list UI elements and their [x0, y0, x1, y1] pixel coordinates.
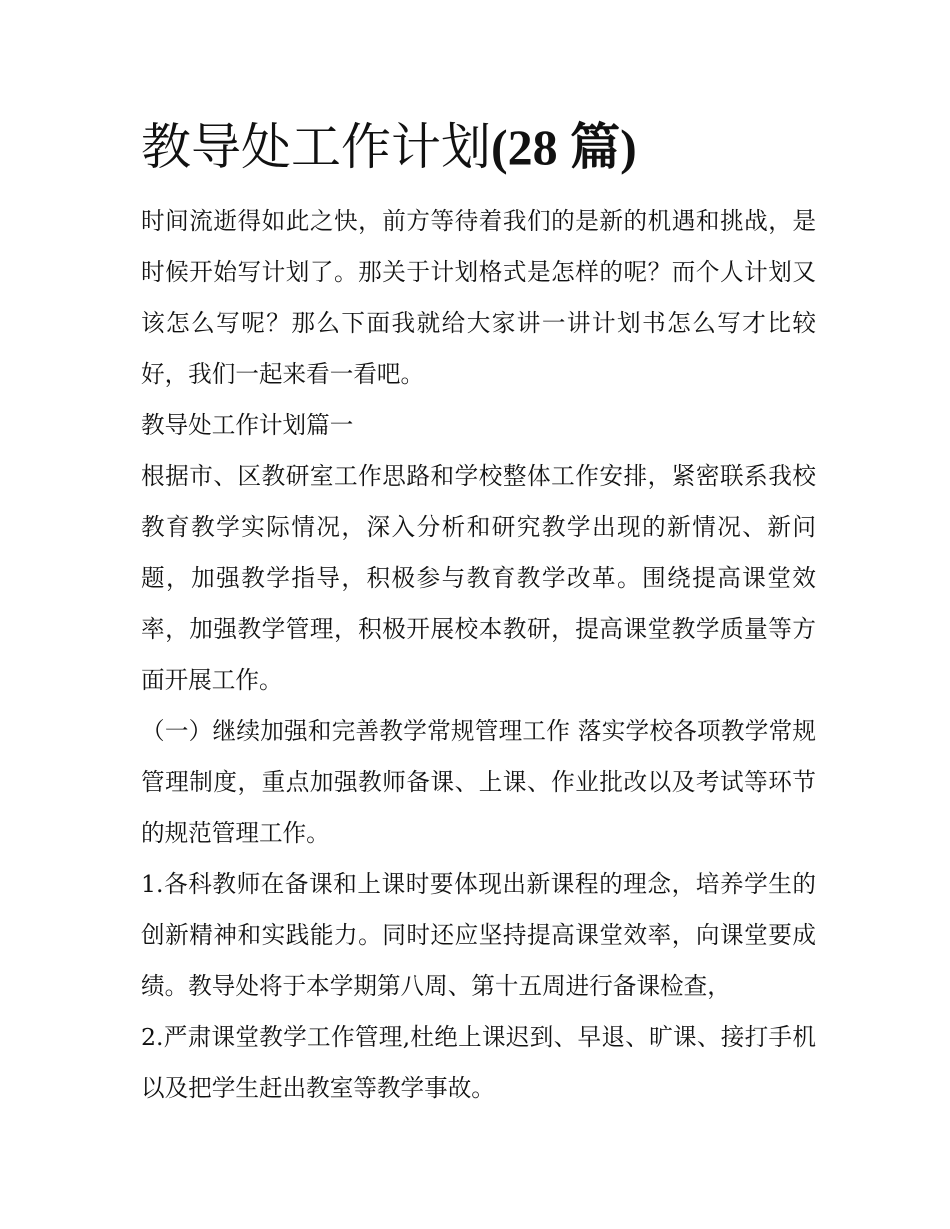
- document-title-count: (28 篇): [491, 119, 637, 175]
- section-heading: 教导处工作计划篇一: [141, 411, 354, 439]
- body-paragraph: 根据市、区教研室工作思路和学校整体工作安排，紧密联系我校教育教学实际情况，深入分析和研究教学出现的新情况、新问题，加强教学指导，积极参与教育教学改革。围绕提高课堂效率，加强教学管理，积极开展校本教研，提高课堂教学质量等方面开展工作。: [141, 462, 816, 694]
- body-paragraph: 1.各科教师在备课和上课时要体现出新课程的理念，培养学生的创新精神和实践能力。同时还应坚持提高课堂效率，向课堂要成绩。教导处将于本学期第八周、第十五周进行备课检查，: [141, 870, 816, 1000]
- body-paragraph: 2.严肃课堂教学工作管理,杜绝上课迟到、早退、旷课、接打手机以及把学生赶出教室等教学事故。: [141, 1023, 816, 1102]
- body-paragraph: （一）继续加强和完善教学常规管理工作 落实学校各项教学常规管理制度，重点加强教师备课、上课、作业批改以及考试等环节的规范管理工作。: [141, 717, 816, 847]
- document-title-main: 教导处工作计划: [141, 118, 491, 176]
- document-title: [141, 112, 816, 182]
- intro-paragraph: 时间流逝得如此之快，前方等待着我们的是新的机遇和挑战，是时候开始写计划了。那关于计划格式是怎样的呢？而个人计划又该怎么写呢？那么下面我就给大家讲一讲计划书怎么写才比较好，我们一起来看一看吧。: [141, 207, 816, 388]
- document-page: [141, 112, 816, 1114]
